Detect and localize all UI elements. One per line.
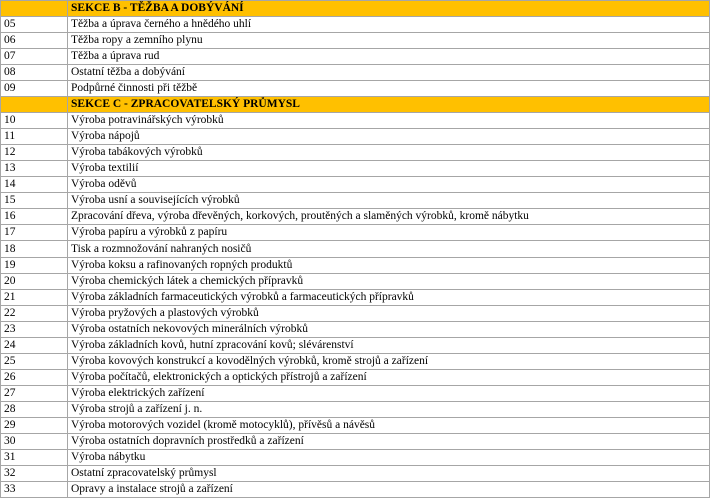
table-row [1, 193, 710, 209]
description-cell[interactable]: Výroba základních kovů, hutní zpracování kovů; slévárenství [68, 337, 710, 353]
section-title-cell[interactable]: SEKCE B - TĚŽBA A DOBÝVÁNÍ [68, 1, 710, 17]
table-row [1, 257, 710, 273]
code-cell[interactable]: 31 [1, 449, 68, 465]
table-row [1, 465, 710, 481]
description-cell[interactable]: Výroba oděvů [68, 177, 710, 193]
table-row [1, 305, 710, 321]
description-cell[interactable]: Výroba kovových konstrukcí a kovodělných výrobků, kromě strojů a zařízení [68, 353, 710, 369]
code-cell[interactable] [1, 1, 68, 17]
description-cell[interactable]: Výroba tabákových výrobků [68, 145, 710, 161]
description-cell[interactable]: Výroba nábytku [68, 449, 710, 465]
code-cell[interactable]: 09 [1, 81, 68, 97]
table-row [1, 241, 710, 257]
description-cell[interactable]: Opravy a instalace strojů a zařízení [68, 481, 710, 497]
description-cell[interactable]: Tisk a rozmnožování nahraných nosičů [68, 241, 710, 257]
table-row [1, 337, 710, 353]
code-cell[interactable]: 05 [1, 17, 68, 33]
description-cell[interactable]: Výroba ostatních dopravních prostředků a zařízení [68, 433, 710, 449]
section-header-row [1, 97, 710, 113]
table-row [1, 321, 710, 337]
description-cell[interactable]: Podpůrné činnosti při těžbě [68, 81, 710, 97]
code-cell[interactable]: 14 [1, 177, 68, 193]
code-cell[interactable]: 19 [1, 257, 68, 273]
table-row [1, 65, 710, 81]
code-cell[interactable]: 28 [1, 401, 68, 417]
table-row [1, 33, 710, 49]
code-cell[interactable]: 11 [1, 129, 68, 145]
table-row [1, 209, 710, 225]
code-cell[interactable]: 15 [1, 193, 68, 209]
table-row [1, 481, 710, 497]
code-cell[interactable]: 18 [1, 241, 68, 257]
section-title-cell[interactable]: SEKCE C - ZPRACOVATELSKÝ PRŮMYSL [68, 97, 710, 113]
code-cell[interactable]: 07 [1, 49, 68, 65]
description-cell[interactable]: Výroba papíru a výrobků z papíru [68, 225, 710, 241]
description-cell[interactable]: Výroba koksu a rafinovaných ropných produktů [68, 257, 710, 273]
table-row [1, 289, 710, 305]
table-row [1, 81, 710, 97]
table-row [1, 433, 710, 449]
description-cell[interactable]: Výroba potravinářských výrobků [68, 113, 710, 129]
code-cell[interactable]: 26 [1, 369, 68, 385]
table-row [1, 273, 710, 289]
code-cell[interactable]: 12 [1, 145, 68, 161]
table-row [1, 449, 710, 465]
code-cell[interactable]: 06 [1, 33, 68, 49]
description-cell[interactable]: Výroba pryžových a plastových výrobků [68, 305, 710, 321]
code-cell[interactable]: 23 [1, 321, 68, 337]
code-cell[interactable]: 10 [1, 113, 68, 129]
code-cell[interactable]: 21 [1, 289, 68, 305]
description-cell[interactable]: Ostatní zpracovatelský průmysl [68, 465, 710, 481]
code-cell[interactable]: 30 [1, 433, 68, 449]
code-cell[interactable]: 16 [1, 209, 68, 225]
description-cell[interactable]: Výroba chemických látek a chemických přípravků [68, 273, 710, 289]
table-row [1, 129, 710, 145]
description-cell[interactable]: Těžba ropy a zemního plynu [68, 33, 710, 49]
table-row [1, 161, 710, 177]
code-cell[interactable]: 17 [1, 225, 68, 241]
table-row [1, 225, 710, 241]
description-cell[interactable]: Výroba elektrických zařízení [68, 385, 710, 401]
code-cell[interactable]: 27 [1, 385, 68, 401]
section-header-row [1, 1, 710, 17]
description-cell[interactable]: Výroba strojů a zařízení j. n. [68, 401, 710, 417]
description-cell[interactable]: Výroba usní a souvisejících výrobků [68, 193, 710, 209]
description-cell[interactable]: Výroba základních farmaceutických výrobků a farmaceutických přípravků [68, 289, 710, 305]
table-row [1, 145, 710, 161]
code-cell[interactable]: 25 [1, 353, 68, 369]
description-cell[interactable]: Ostatní těžba a dobývání [68, 65, 710, 81]
description-cell[interactable]: Výroba textilií [68, 161, 710, 177]
description-cell[interactable]: Výroba ostatních nekovových minerálních výrobků [68, 321, 710, 337]
table-row [1, 177, 710, 193]
code-cell[interactable]: 22 [1, 305, 68, 321]
code-cell[interactable]: 24 [1, 337, 68, 353]
code-cell[interactable]: 32 [1, 465, 68, 481]
description-cell[interactable]: Těžba a úprava rud [68, 49, 710, 65]
code-cell[interactable]: 29 [1, 417, 68, 433]
table-row [1, 369, 710, 385]
code-cell[interactable] [1, 97, 68, 113]
table-row [1, 385, 710, 401]
code-cell[interactable]: 33 [1, 481, 68, 497]
description-cell[interactable]: Výroba nápojů [68, 129, 710, 145]
table-row [1, 17, 710, 33]
table-row [1, 113, 710, 129]
table-row [1, 353, 710, 369]
description-cell[interactable]: Výroba počítačů, elektronických a optických přístrojů a zařízení [68, 369, 710, 385]
code-cell[interactable]: 13 [1, 161, 68, 177]
description-cell[interactable]: Zpracování dřeva, výroba dřevěných, korkových, proutěných a slaměných výrobků, kromě nábytku [68, 209, 710, 225]
table-row [1, 417, 710, 433]
table-row [1, 401, 710, 417]
code-cell[interactable]: 08 [1, 65, 68, 81]
description-cell[interactable]: Těžba a úprava černého a hnědého uhlí [68, 17, 710, 33]
description-cell[interactable]: Výroba motorových vozidel (kromě motocyklů), přívěsů a návěsů [68, 417, 710, 433]
table-row [1, 49, 710, 65]
spreadsheet-body [1, 1, 710, 498]
code-cell[interactable]: 20 [1, 273, 68, 289]
